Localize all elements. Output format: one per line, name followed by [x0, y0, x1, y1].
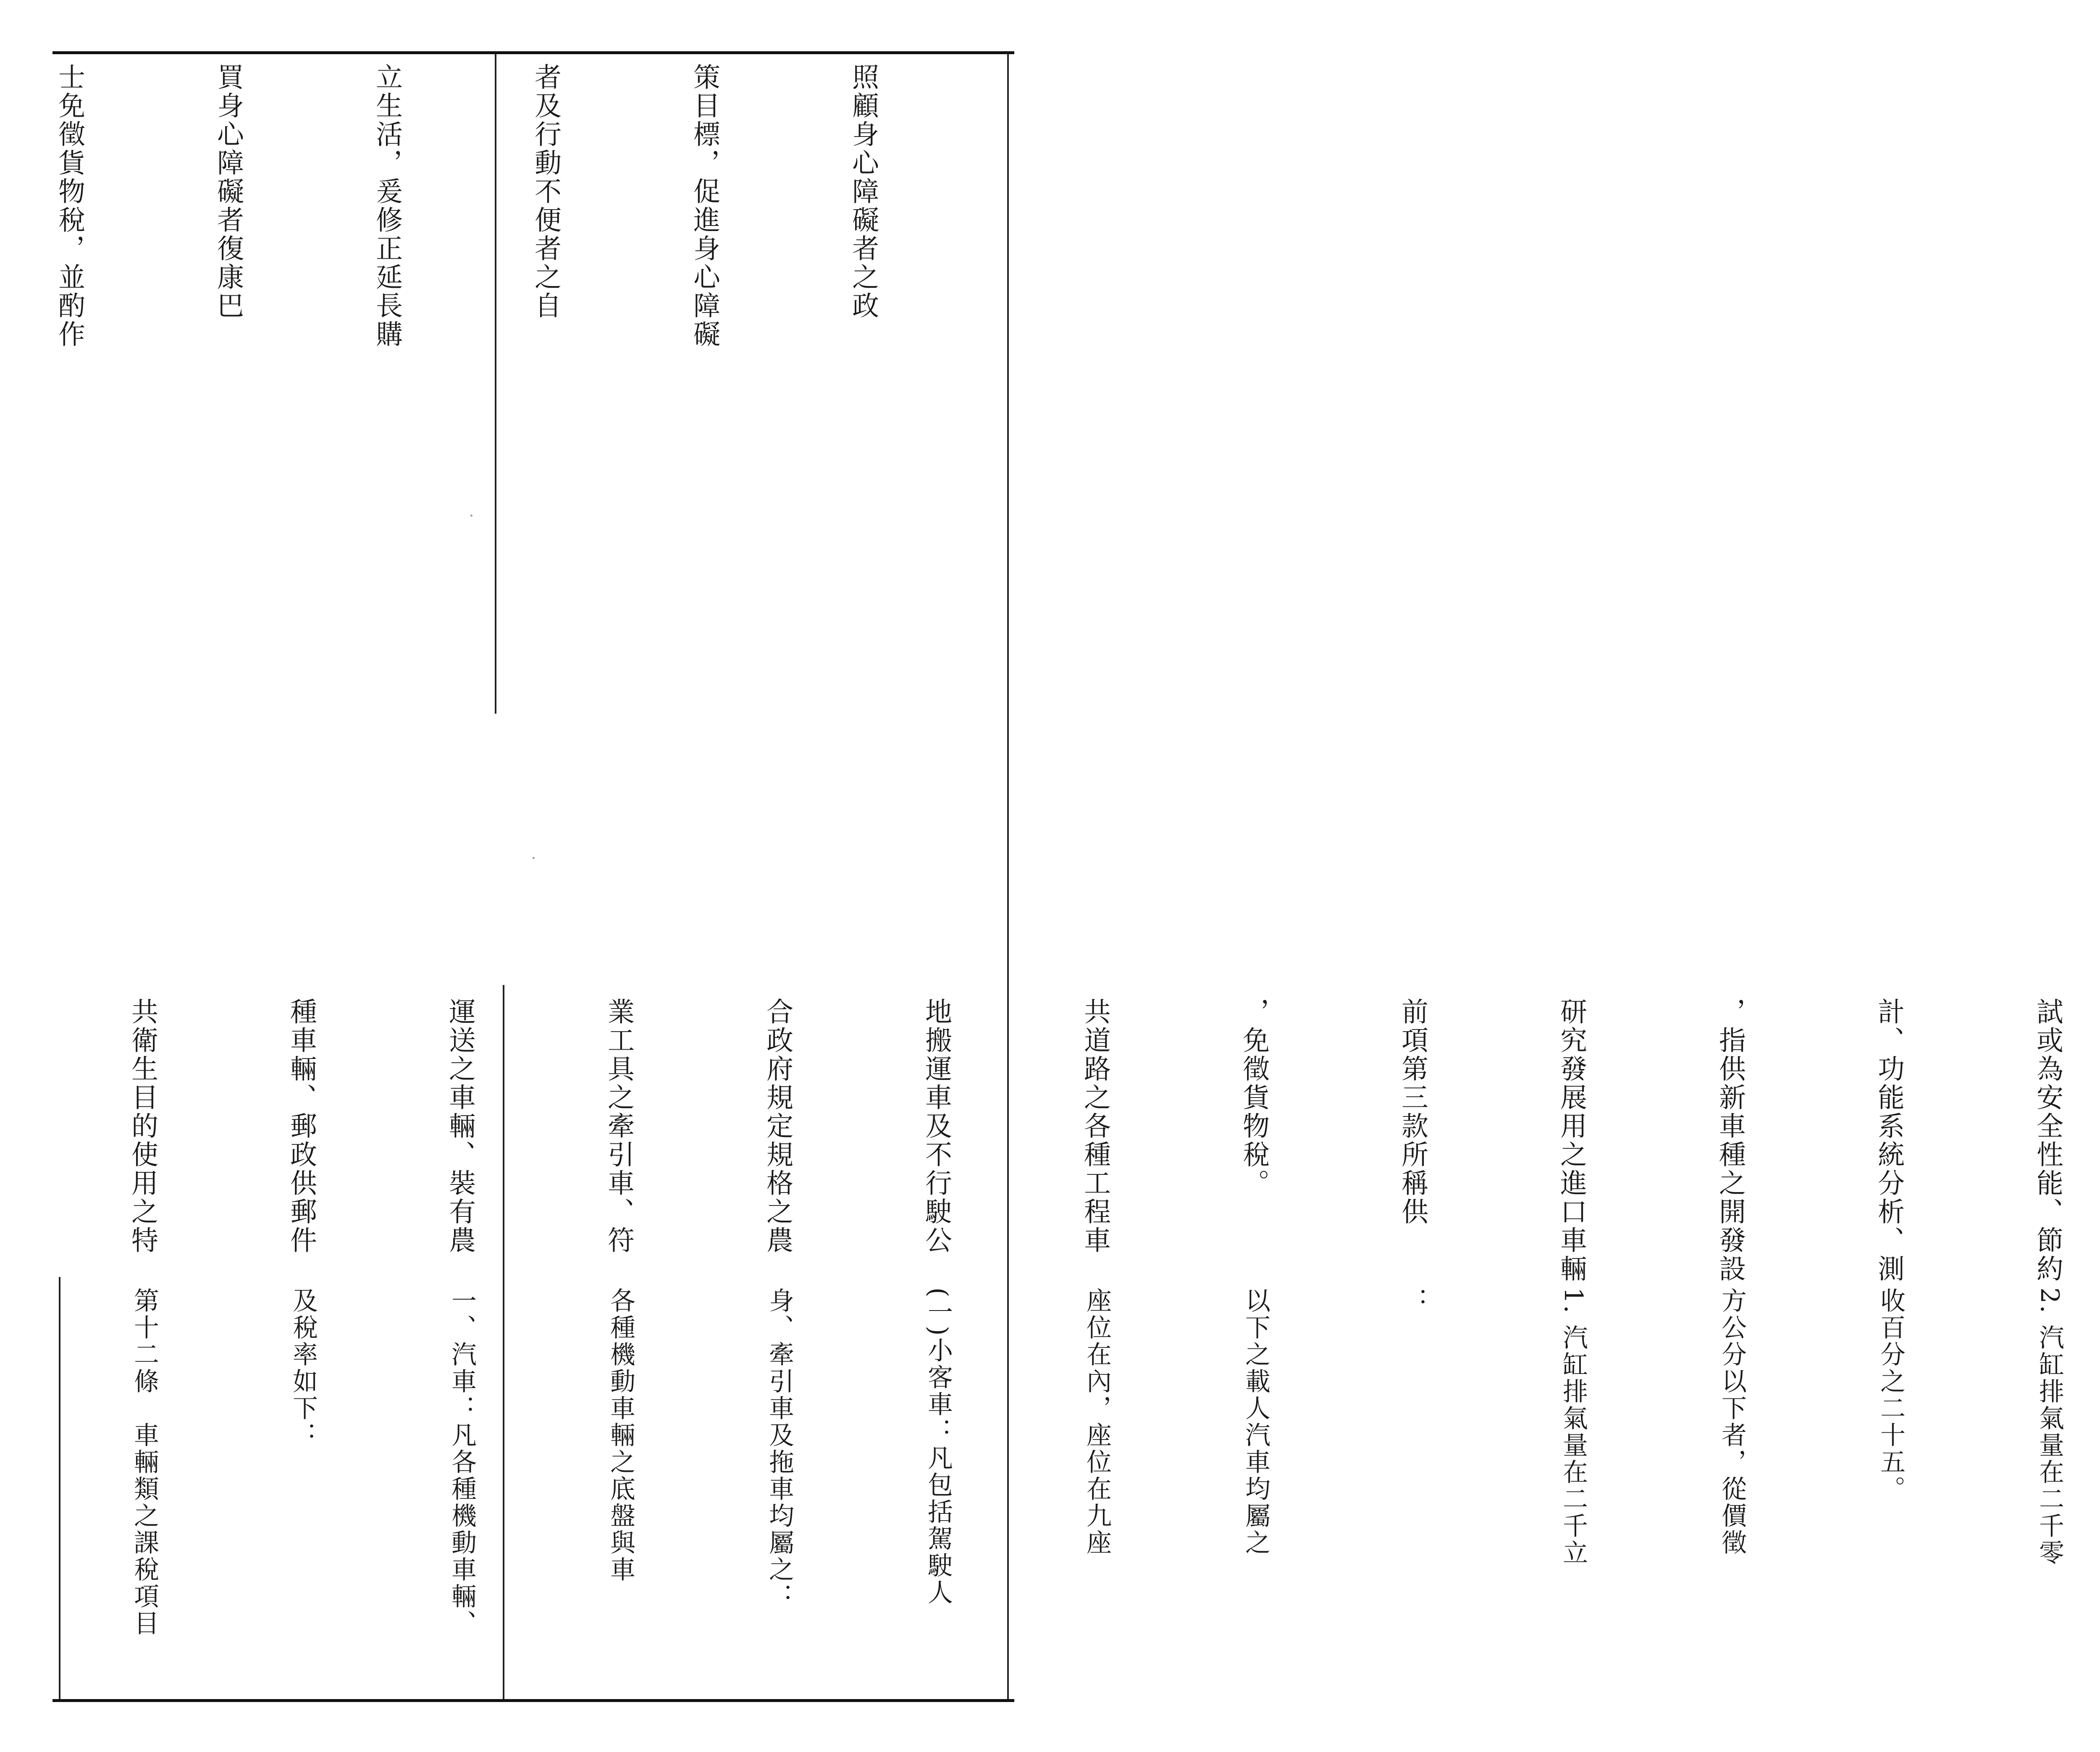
current-line: 合政府規定規格之農	[762, 998, 793, 1255]
current-line: 研究發展用之進口車輛	[1556, 998, 1587, 1283]
explanation-line: 買身心障礙者復康巴	[213, 63, 244, 320]
current-line: 試或為安全性能、節約	[2032, 998, 2063, 1283]
current-line: ，指供新車種之開發設	[1714, 998, 1746, 1283]
explanation-column	[0, 63, 995, 710]
current-line: ，免徵貨物稅。	[1238, 998, 1269, 1198]
current-line: 共道路之各種工程車	[1079, 998, 1110, 1255]
explanation-line: 照顧身心障礙者之政	[848, 63, 879, 320]
amended-line: 以下之載人汽車均屬之	[1241, 1287, 1270, 1556]
amended-line: 方公分以下者，從價徵	[1717, 1287, 1747, 1556]
top-table-rule	[52, 51, 1014, 54]
current-line: 業工具之牽引車、符	[603, 998, 634, 1255]
current-line: 共衛生目的使用之特	[127, 998, 158, 1255]
amended-line: (一)小客車：凡包括駕駛人	[924, 1287, 953, 1606]
amended-line: 身、牽引車及拖車均屬之：	[765, 1287, 794, 1610]
bottom-table-rule	[52, 1699, 1014, 1702]
explanation-line: 士免徵貨物稅，並酌作	[54, 63, 85, 349]
explanation-line: 策目標，促進身心障礙	[689, 63, 720, 349]
scan-speck	[533, 857, 535, 859]
amended-line: 第十二條 車輛類之課稅項目	[130, 1287, 159, 1637]
amended-line: 2. 汽缸排氣量在二千零	[2035, 1287, 2064, 1567]
divider-left	[59, 1277, 60, 1699]
amended-line: 收百分之二十五。	[1876, 1287, 1906, 1502]
amended-line: 座位在內，座位在九座	[1082, 1287, 1112, 1556]
current-line: 種車輛、郵政供郵件	[286, 998, 317, 1255]
amended-line: 各種機動車輛之底盤與車	[606, 1287, 635, 1583]
current-line: 前項第三款所稱供	[1397, 998, 1428, 1226]
amended-line: 一、汽車：凡各種機動車輛、	[447, 1287, 477, 1637]
current-line: 地搬運車及不行駛公	[921, 998, 952, 1255]
current-line: 運送之車輛、裝有農	[444, 998, 475, 1255]
amended-article-column	[65, 1287, 2100, 1691]
amended-line: 1. 汽缸排氣量在二千立	[1559, 1287, 1588, 1567]
explanation-line: 者及行動不便者之自	[530, 63, 561, 320]
amended-line: ：	[1400, 1287, 1429, 1314]
current-line: 計、功能系統分析、測	[1873, 998, 1904, 1283]
amended-line: 及稅率如下：	[289, 1287, 318, 1449]
explanation-line: 立生活，爰修正延長購	[371, 63, 402, 349]
